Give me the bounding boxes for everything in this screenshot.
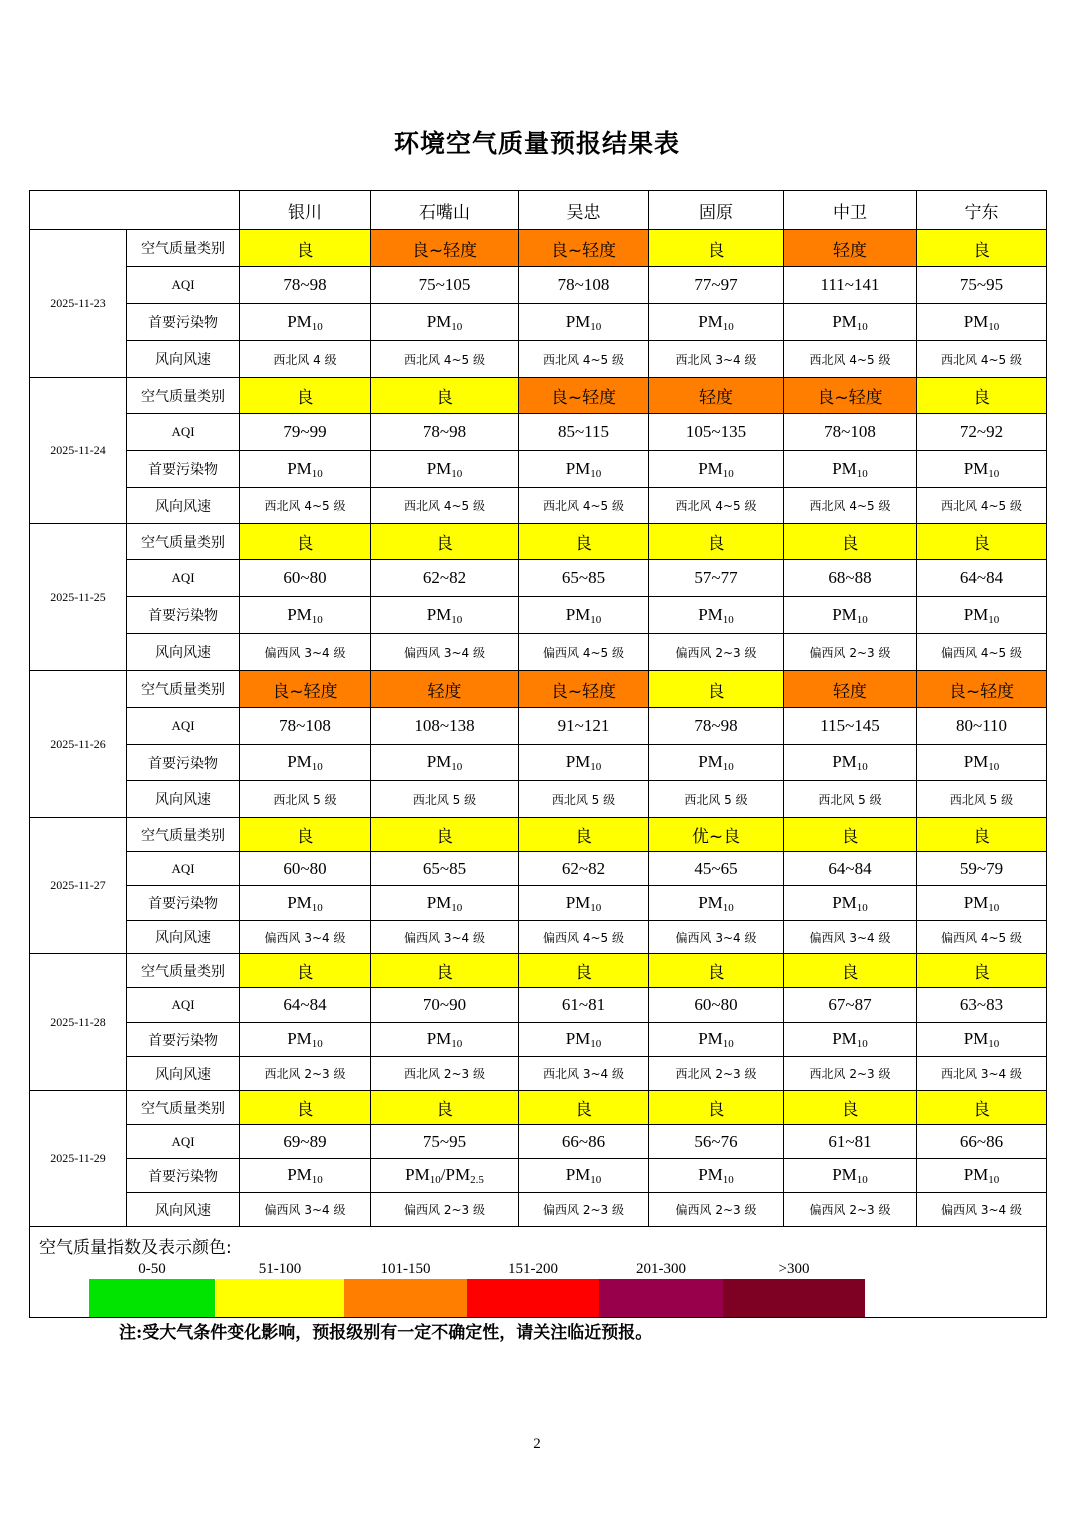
primary-pollutant-cell: PM10 [784, 886, 917, 921]
quality-category-cell: 良 [371, 954, 519, 988]
quality-category-cell: 良 [371, 524, 519, 560]
quality-category-cell: 良 [240, 524, 371, 560]
aqi-range-cell: 62~82 [371, 560, 519, 597]
quality-category-cell: 良 [240, 378, 371, 414]
wind-cell: 西北风 4~5 级 [240, 488, 371, 524]
quality-category-cell: 良 [240, 230, 371, 267]
primary-pollutant-cell: PM10 [240, 886, 371, 921]
row-label-category: 空气质量类别 [127, 818, 240, 852]
row-label-aqi: AQI [127, 414, 240, 451]
quality-category-cell: 良~轻度 [519, 671, 649, 708]
row-label-category: 空气质量类别 [127, 230, 240, 267]
aqi-range-cell: 60~80 [649, 988, 784, 1023]
aqi-range-cell: 72~92 [917, 414, 1047, 451]
table-row [30, 304, 1047, 341]
aqi-range-cell: 85~115 [519, 414, 649, 451]
aqi-range-cell: 75~95 [371, 1125, 519, 1159]
table-row [30, 745, 1047, 781]
row-label-wind: 风向风速 [127, 781, 240, 818]
aqi-range-cell: 78~98 [649, 708, 784, 745]
quality-category-cell: 良 [649, 230, 784, 267]
primary-pollutant-cell: PM10 [240, 1023, 371, 1057]
page-title: 环境空气质量预报结果表 [393, 129, 680, 158]
table-row [30, 488, 1047, 524]
row-label-category: 空气质量类别 [127, 671, 240, 708]
wind-cell: 偏西风 2~3 级 [519, 1193, 649, 1227]
primary-pollutant-cell: PM10 [917, 1159, 1047, 1193]
aqi-range-cell: 65~85 [519, 560, 649, 597]
table-row [30, 1091, 1047, 1125]
wind-cell: 西北风 5 级 [519, 781, 649, 818]
city-header: 吴忠 [519, 191, 649, 230]
row-label-category: 空气质量类别 [127, 378, 240, 414]
wind-cell: 西北风 3~4 级 [917, 1057, 1047, 1091]
row-label-aqi: AQI [127, 852, 240, 886]
primary-pollutant-cell: PM10 [519, 886, 649, 921]
wind-cell: 西北风 2~3 级 [649, 1057, 784, 1091]
aqi-range-cell: 60~80 [240, 560, 371, 597]
primary-pollutant-cell: PM10 [917, 304, 1047, 341]
quality-category-cell: 轻度 [371, 671, 519, 708]
primary-pollutant-cell: PM10 [784, 451, 917, 488]
quality-category-cell: 良 [917, 818, 1047, 852]
legend [30, 1227, 1047, 1318]
aqi-range-cell: 65~85 [371, 852, 519, 886]
primary-pollutant-cell: PM10 [917, 886, 1047, 921]
wind-cell: 偏西风 2~3 级 [649, 1193, 784, 1227]
primary-pollutant-cell: PM10 [784, 304, 917, 341]
wind-cell: 西北风 2~3 级 [240, 1057, 371, 1091]
primary-pollutant-cell: PM10 [371, 886, 519, 921]
wind-cell: 偏西风 3~4 级 [784, 921, 917, 954]
quality-category-cell: 良 [240, 1091, 371, 1125]
legend-range-label: 151-200 [508, 1261, 558, 1277]
row-label-aqi: AQI [127, 560, 240, 597]
aqi-range-cell: 62~82 [519, 852, 649, 886]
wind-cell: 西北风 3~4 级 [519, 1057, 649, 1091]
primary-pollutant-cell: PM10/PM2.5 [371, 1159, 519, 1193]
legend-color-swatch [723, 1279, 865, 1317]
row-label-aqi: AQI [127, 708, 240, 745]
aqi-range-cell: 56~76 [649, 1125, 784, 1159]
forecast-date: 2025-11-24 [30, 378, 127, 524]
table-row [30, 414, 1047, 451]
row-label-category: 空气质量类别 [127, 1091, 240, 1125]
table-row [30, 708, 1047, 745]
row-label-pollutant: 首要污染物 [127, 597, 240, 634]
primary-pollutant-cell: PM10 [371, 1023, 519, 1057]
aqi-range-cell: 68~88 [784, 560, 917, 597]
table-row [30, 1193, 1047, 1227]
quality-category-cell: 良 [649, 954, 784, 988]
city-header: 宁东 [917, 191, 1047, 230]
city-header: 中卫 [784, 191, 917, 230]
quality-category-cell: 良 [784, 1091, 917, 1125]
legend-range-label: 0-50 [138, 1261, 166, 1277]
primary-pollutant-cell: PM10 [649, 886, 784, 921]
forecast-date: 2025-11-23 [30, 230, 127, 378]
primary-pollutant-cell: PM10 [784, 745, 917, 781]
quality-category-cell: 良 [371, 1091, 519, 1125]
table-row [30, 560, 1047, 597]
table-row [30, 852, 1047, 886]
wind-cell: 西北风 5 级 [649, 781, 784, 818]
table-row [30, 597, 1047, 634]
row-label-wind: 风向风速 [127, 634, 240, 671]
table-row [30, 230, 1047, 267]
wind-cell: 偏西风 2~3 级 [649, 634, 784, 671]
city-header: 银川 [240, 191, 371, 230]
aqi-range-cell: 78~108 [519, 267, 649, 304]
primary-pollutant-cell: PM10 [917, 597, 1047, 634]
aqi-range-cell: 75~105 [371, 267, 519, 304]
primary-pollutant-cell: PM10 [649, 1023, 784, 1057]
row-label-wind: 风向风速 [127, 1193, 240, 1227]
quality-category-cell: 良 [519, 524, 649, 560]
aqi-range-cell: 63~83 [917, 988, 1047, 1023]
quality-category-cell: 良~轻度 [784, 378, 917, 414]
quality-category-cell: 良 [519, 818, 649, 852]
row-label-wind: 风向风速 [127, 488, 240, 524]
aqi-range-cell: 105~135 [649, 414, 784, 451]
primary-pollutant-cell: PM10 [519, 745, 649, 781]
primary-pollutant-cell: PM10 [371, 597, 519, 634]
aqi-range-cell: 67~87 [784, 988, 917, 1023]
wind-cell: 西北风 4~5 级 [519, 341, 649, 378]
primary-pollutant-cell: PM10 [649, 1159, 784, 1193]
legend-title: 空气质量指数及表示颜色: [39, 1238, 232, 1258]
aqi-range-cell: 78~108 [240, 708, 371, 745]
wind-cell: 西北风 4 级 [240, 341, 371, 378]
primary-pollutant-cell: PM10 [649, 304, 784, 341]
row-label-pollutant: 首要污染物 [127, 886, 240, 921]
wind-cell: 西北风 5 级 [784, 781, 917, 818]
quality-category-cell: 良 [917, 524, 1047, 560]
aqi-range-cell: 69~89 [240, 1125, 371, 1159]
table-row [30, 524, 1047, 560]
table-row [30, 267, 1047, 304]
table-row [30, 634, 1047, 671]
wind-cell: 偏西风 3~4 级 [240, 634, 371, 671]
table-row [30, 1057, 1047, 1091]
quality-category-cell: 良 [371, 818, 519, 852]
wind-cell: 西北风 2~3 级 [371, 1057, 519, 1091]
quality-category-cell: 良 [519, 1091, 649, 1125]
wind-cell: 西北风 4~5 级 [371, 488, 519, 524]
aqi-range-cell: 80~110 [917, 708, 1047, 745]
table-row [30, 954, 1047, 988]
quality-category-cell: 良 [240, 818, 371, 852]
row-label-wind: 风向风速 [127, 1057, 240, 1091]
quality-category-cell: 良 [519, 954, 649, 988]
city-header: 固原 [649, 191, 784, 230]
table-row [30, 921, 1047, 954]
aqi-range-cell: 91~121 [519, 708, 649, 745]
legend-range-label: 51-100 [258, 1261, 302, 1277]
legend-color-swatch [216, 1279, 344, 1317]
wind-cell: 偏西风 3~4 级 [371, 921, 519, 954]
wind-cell: 偏西风 3~4 级 [917, 1193, 1047, 1227]
row-label-pollutant: 首要污染物 [127, 1023, 240, 1057]
wind-cell: 偏西风 2~3 级 [371, 1193, 519, 1227]
aqi-range-cell: 75~95 [917, 267, 1047, 304]
quality-category-cell: 良~轻度 [519, 378, 649, 414]
legend-range-label: 201-300 [636, 1261, 686, 1277]
quality-category-cell: 良 [649, 1091, 784, 1125]
primary-pollutant-cell: PM10 [649, 597, 784, 634]
primary-pollutant-cell: PM10 [917, 451, 1047, 488]
table-row [30, 988, 1047, 1023]
primary-pollutant-cell: PM10 [917, 1023, 1047, 1057]
primary-pollutant-cell: PM10 [519, 597, 649, 634]
table-row [30, 886, 1047, 921]
row-label-category: 空气质量类别 [127, 954, 240, 988]
quality-category-cell: 优~良 [649, 818, 784, 852]
row-label-wind: 风向风速 [127, 921, 240, 954]
primary-pollutant-cell: PM10 [519, 1159, 649, 1193]
primary-pollutant-cell: PM10 [649, 745, 784, 781]
forecast-date: 2025-11-29 [30, 1091, 127, 1227]
aqi-range-cell: 59~79 [917, 852, 1047, 886]
aqi-range-cell: 77~97 [649, 267, 784, 304]
quality-category-cell: 良~轻度 [917, 671, 1047, 708]
quality-category-cell: 轻度 [649, 378, 784, 414]
legend-color-swatch [599, 1279, 723, 1317]
table-row [30, 1125, 1047, 1159]
legend-range-label: >300 [778, 1261, 810, 1277]
wind-cell: 偏西风 2~3 级 [784, 634, 917, 671]
wind-cell: 西北风 4~5 级 [784, 488, 917, 524]
aqi-range-cell: 60~80 [240, 852, 371, 886]
primary-pollutant-cell: PM10 [519, 304, 649, 341]
row-label-pollutant: 首要污染物 [127, 304, 240, 341]
quality-category-cell: 良 [649, 524, 784, 560]
row-label-aqi: AQI [127, 267, 240, 304]
forecast-date: 2025-11-28 [30, 954, 127, 1091]
wind-cell: 偏西风 4~5 级 [917, 921, 1047, 954]
primary-pollutant-cell: PM10 [240, 304, 371, 341]
table-row [30, 781, 1047, 818]
wind-cell: 西北风 4~5 级 [649, 488, 784, 524]
row-label-pollutant: 首要污染物 [127, 1159, 240, 1193]
quality-category-cell: 轻度 [784, 671, 917, 708]
wind-cell: 西北风 4~5 级 [917, 341, 1047, 378]
table-row [30, 1023, 1047, 1057]
forecast-date: 2025-11-25 [30, 524, 127, 671]
wind-cell: 偏西风 3~4 级 [371, 634, 519, 671]
primary-pollutant-cell: PM10 [371, 745, 519, 781]
quality-category-cell: 轻度 [784, 230, 917, 267]
aqi-range-cell: 70~90 [371, 988, 519, 1023]
page-number: 2 [533, 1436, 541, 1452]
table-row [30, 1159, 1047, 1193]
legend-color-swatch [467, 1279, 599, 1317]
quality-category-cell: 良 [917, 230, 1047, 267]
forecast-table [29, 190, 1047, 1318]
primary-pollutant-cell: PM10 [649, 451, 784, 488]
wind-cell: 西北风 4~5 级 [784, 341, 917, 378]
wind-cell: 偏西风 2~3 级 [784, 1193, 917, 1227]
aqi-range-cell: 78~98 [371, 414, 519, 451]
table-row [30, 451, 1047, 488]
wind-cell: 西北风 5 级 [917, 781, 1047, 818]
quality-category-cell: 良 [649, 671, 784, 708]
primary-pollutant-cell: PM10 [240, 745, 371, 781]
primary-pollutant-cell: PM10 [240, 597, 371, 634]
aqi-range-cell: 66~86 [519, 1125, 649, 1159]
wind-cell: 偏西风 3~4 级 [240, 1193, 371, 1227]
quality-category-cell: 良~轻度 [371, 230, 519, 267]
wind-cell: 偏西风 4~5 级 [519, 634, 649, 671]
aqi-range-cell: 79~99 [240, 414, 371, 451]
row-label-pollutant: 首要污染物 [127, 745, 240, 781]
primary-pollutant-cell: PM10 [519, 1023, 649, 1057]
legend-color-swatch [89, 1279, 215, 1317]
aqi-range-cell: 45~65 [649, 852, 784, 886]
wind-cell: 偏西风 4~5 级 [917, 634, 1047, 671]
wind-cell: 西北风 4~5 级 [519, 488, 649, 524]
city-header: 石嘴山 [371, 191, 519, 230]
aqi-range-cell: 108~138 [371, 708, 519, 745]
primary-pollutant-cell: PM10 [784, 597, 917, 634]
aqi-range-cell: 78~108 [784, 414, 917, 451]
wind-cell: 西北风 3~4 级 [649, 341, 784, 378]
wind-cell: 西北风 4~5 级 [917, 488, 1047, 524]
primary-pollutant-cell: PM10 [371, 451, 519, 488]
wind-cell: 西北风 5 级 [371, 781, 519, 818]
aqi-range-cell: 111~141 [784, 267, 917, 304]
wind-cell: 西北风 2~3 级 [784, 1057, 917, 1091]
quality-category-cell: 良~轻度 [240, 671, 371, 708]
row-label-aqi: AQI [127, 988, 240, 1023]
primary-pollutant-cell: PM10 [371, 304, 519, 341]
aqi-range-cell: 78~98 [240, 267, 371, 304]
quality-category-cell: 良 [917, 378, 1047, 414]
disclaimer-note: 注:受大气条件变化影响，预报级别有一定不确定性，请关注临近预报。 [119, 1323, 653, 1343]
row-label-aqi: AQI [127, 1125, 240, 1159]
header-corner [30, 191, 240, 230]
primary-pollutant-cell: PM10 [519, 451, 649, 488]
aqi-range-cell: 61~81 [784, 1125, 917, 1159]
row-label-category: 空气质量类别 [127, 524, 240, 560]
quality-category-cell: 良~轻度 [519, 230, 649, 267]
wind-cell: 西北风 4~5 级 [371, 341, 519, 378]
legend-color-swatch [344, 1279, 467, 1317]
wind-cell: 偏西风 3~4 级 [649, 921, 784, 954]
aqi-range-cell: 66~86 [917, 1125, 1047, 1159]
aqi-range-cell: 115~145 [784, 708, 917, 745]
aqi-range-cell: 64~84 [240, 988, 371, 1023]
aqi-range-cell: 61~81 [519, 988, 649, 1023]
legend-range-label: 101-150 [380, 1261, 431, 1277]
quality-category-cell: 良 [784, 524, 917, 560]
primary-pollutant-cell: PM10 [917, 745, 1047, 781]
primary-pollutant-cell: PM10 [240, 1159, 371, 1193]
forecast-date: 2025-11-27 [30, 818, 127, 954]
quality-category-cell: 良 [917, 1091, 1047, 1125]
wind-cell: 偏西风 4~5 级 [519, 921, 649, 954]
row-label-pollutant: 首要污染物 [127, 451, 240, 488]
primary-pollutant-cell: PM10 [784, 1159, 917, 1193]
wind-cell: 西北风 5 级 [240, 781, 371, 818]
quality-category-cell: 良 [784, 954, 917, 988]
table-row [30, 671, 1047, 708]
row-label-wind: 风向风速 [127, 341, 240, 378]
table-row [30, 341, 1047, 378]
quality-category-cell: 良 [784, 818, 917, 852]
quality-category-cell: 良 [240, 954, 371, 988]
quality-category-cell: 良 [917, 954, 1047, 988]
forecast-date: 2025-11-26 [30, 671, 127, 818]
wind-cell: 偏西风 3~4 级 [240, 921, 371, 954]
table-row [30, 378, 1047, 414]
aqi-range-cell: 57~77 [649, 560, 784, 597]
table-row [30, 818, 1047, 852]
primary-pollutant-cell: PM10 [240, 451, 371, 488]
aqi-range-cell: 64~84 [917, 560, 1047, 597]
quality-category-cell: 良 [371, 378, 519, 414]
aqi-range-cell: 64~84 [784, 852, 917, 886]
primary-pollutant-cell: PM10 [784, 1023, 917, 1057]
